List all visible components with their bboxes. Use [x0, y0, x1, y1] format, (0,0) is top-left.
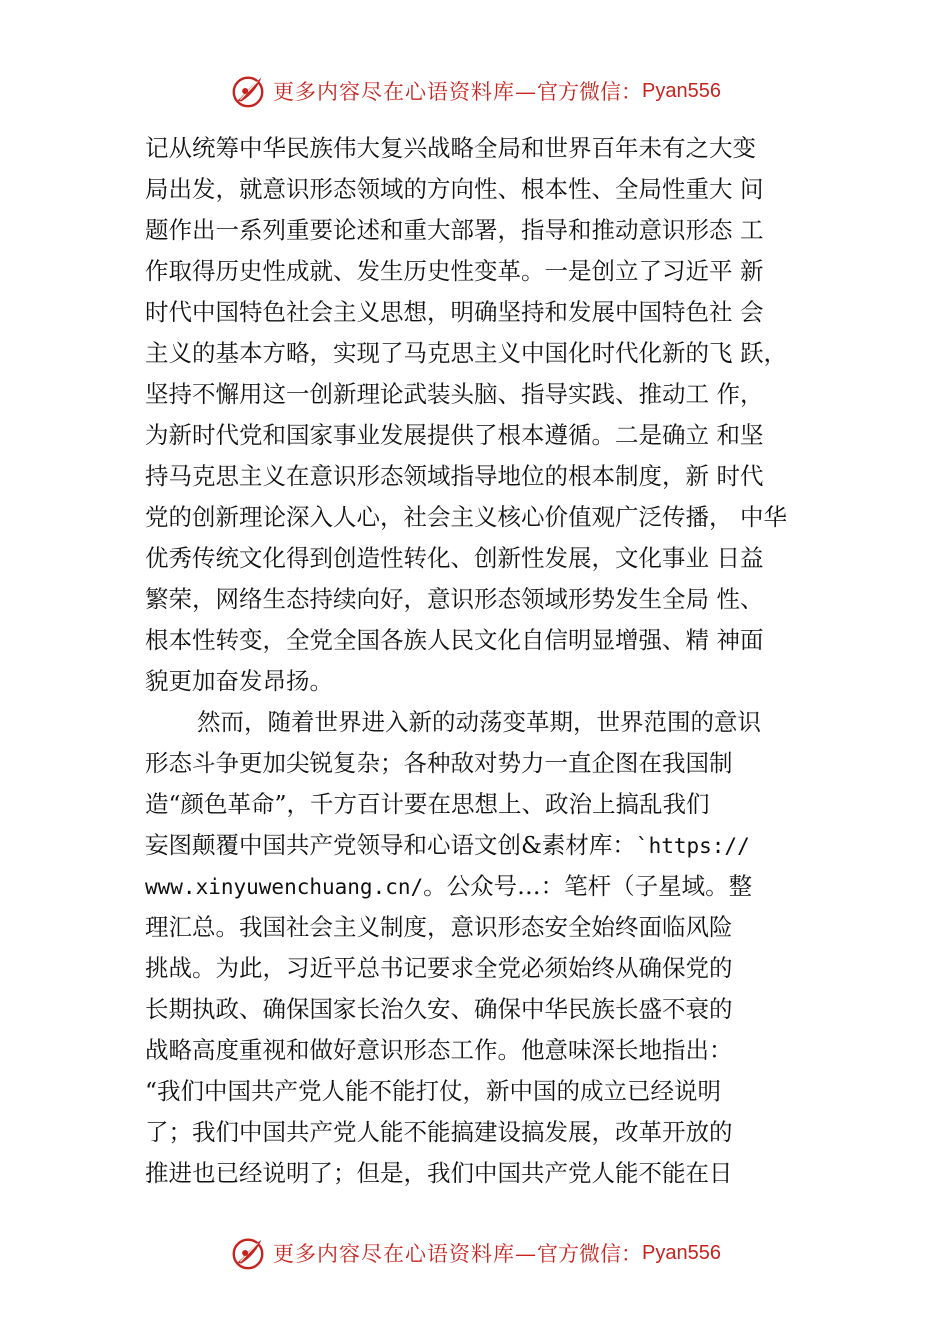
text-line: 为新时代党和国家事业发展提供了根本遵循。二是确立 和坚 — [145, 421, 764, 449]
text-segment: 妄图颠覆中国共产党领导和心语文创&素材库： — [145, 831, 636, 859]
text-line: 貌更加奋发昂扬。 — [145, 667, 333, 695]
quill-logo-icon — [229, 72, 267, 110]
text-line: 战略高度重视和做好意识形态工作。他意味深长地指出： — [145, 1036, 733, 1064]
text-line: 根本性转变，全党全国各族人民文化自信明显增强、精 神面 — [145, 626, 764, 654]
text-line: 时代中国特色社会主义思想，明确坚持和发展中国特色社 会 — [145, 298, 764, 326]
paragraph-1 — [145, 128, 835, 702]
text-line: 题作出一系列重要论述和重大部署，指导和推动意识形态 工 — [145, 216, 764, 244]
text-line: 挑战。为此，习近平总书记要求全党必须始终从确保党的 — [145, 954, 733, 982]
text-line: 主义的基本方略，实现了马克思主义中国化时代化新的飞 跃， — [145, 339, 787, 367]
header-wechat-id: Pyan556 — [642, 79, 721, 102]
header-banner-text: 更多内容尽在心语资料库— — [273, 80, 538, 104]
website-url-end: www.xinyuwenchuang.cn/ — [145, 875, 424, 899]
footer-banner — [0, 1228, 950, 1278]
text-line: 持马克思主义在意识形态领域指导地位的根本制度，新 时代 — [145, 462, 764, 490]
text-line: 形态斗争更加尖锐复杂；各种敌对势力一直企图在我国制 — [145, 749, 733, 777]
text-line: 理汇总。我国社会主义制度，意识形态安全始终面临风险 — [145, 913, 733, 941]
text-line: 记从统筹中华民族伟大复兴战略全局和世界百年未有之大变 — [145, 134, 756, 162]
text-line: 推进也已经说明了；但是，我们中国共产党人能不能在日 — [145, 1159, 733, 1187]
footer-banner-text: 更多内容尽在心语资料库— — [273, 1242, 538, 1266]
paragraph-2 — [145, 702, 835, 1194]
text-line: 局出发，就意识形态领域的方向性、根本性、全局性重大 问 — [145, 175, 764, 203]
header-wechat-label: 官方微信： — [537, 80, 643, 104]
text-line: 然而，随着世界进入新的动荡变革期，世界范围的意识 — [197, 708, 761, 736]
text-line: 优秀传统文化得到创造性转化、创新性发展，文化事业 日益 — [145, 544, 764, 572]
text-line: 造“颜色革命”，千方百计要在思想上、政治上搞乱我们 — [145, 790, 710, 818]
text-line: 长期执政、确保国家长治久安、确保中华民族长盛不衰的 — [145, 995, 733, 1023]
footer-wechat-label: 官方微信： — [537, 1242, 643, 1266]
text-line: 了；我们中国共产党人能不能搞建设搞发展，改革开放的 — [145, 1118, 733, 1146]
text-line: “我们中国共产党人能不能打仗，新中国的成立已经说明 — [145, 1077, 722, 1105]
text-line: 党的创新理论深入人心，社会主义核心价值观广泛传播， 中华 — [145, 503, 787, 531]
text-line — [145, 825, 835, 866]
text-line — [145, 866, 835, 907]
website-url-start: `https:// — [635, 834, 750, 858]
quill-logo-icon — [229, 1234, 267, 1272]
header-banner — [0, 66, 950, 116]
body-text — [145, 128, 835, 1194]
text-line: 作取得历史性成就、发生历史性变革。一是创立了习近平 新 — [145, 257, 764, 285]
footer-wechat-id: Pyan556 — [642, 1241, 721, 1264]
text-line: 坚持不懈用这一创新理论武装头脑、指导实践、推动工 作， — [145, 380, 764, 408]
text-line: 繁荣，网络生态持续向好，意识形态领域形势发生全局 性、 — [145, 585, 764, 613]
text-segment: 。公众号…：笔杆（子星域。整 — [423, 872, 753, 900]
